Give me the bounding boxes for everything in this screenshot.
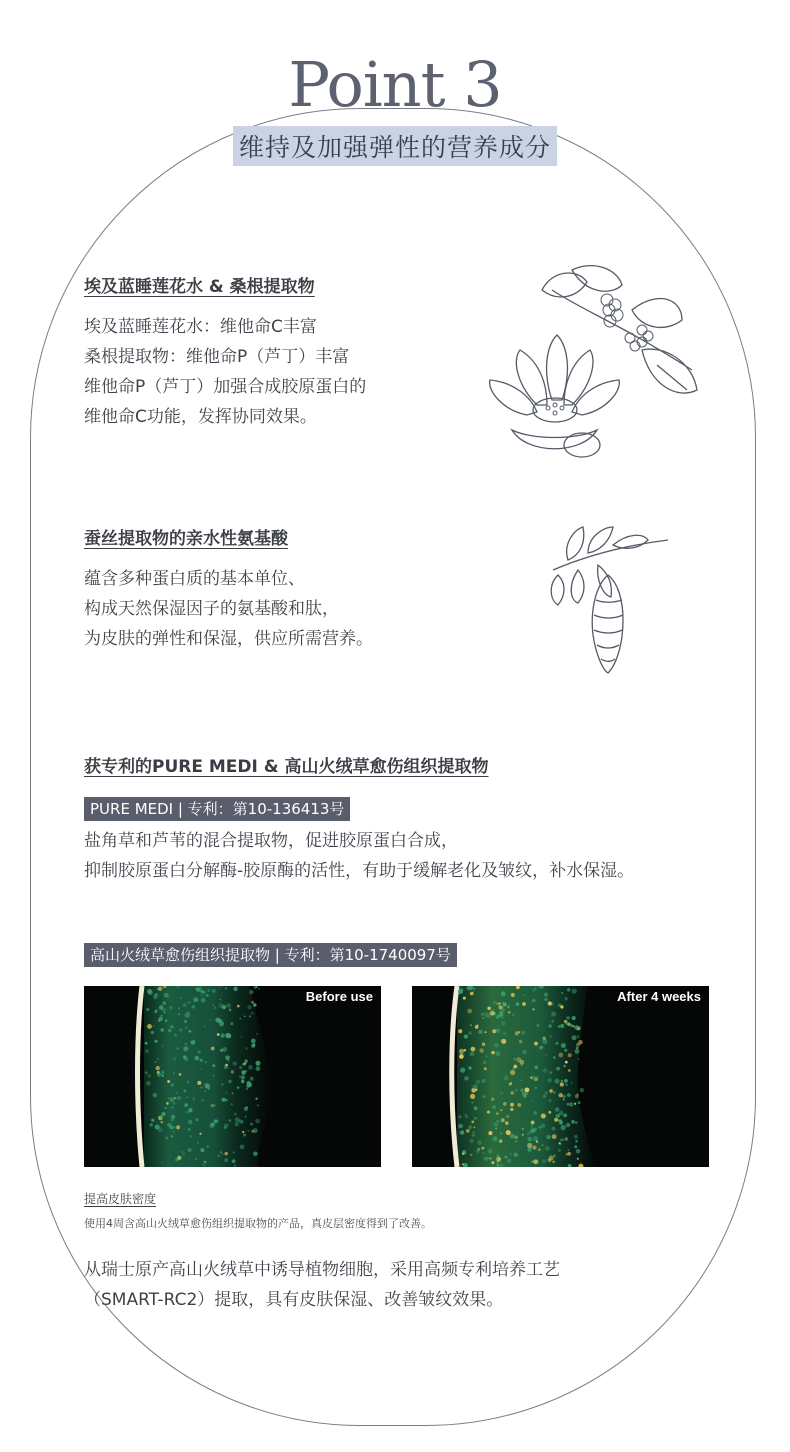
body-line: 埃及蓝睡莲花水：维他命C丰富 (84, 317, 317, 337)
section3-body-2 (84, 1255, 560, 1315)
page-title: Point 3 (288, 48, 502, 121)
before-use-image (84, 986, 381, 1167)
body-line: 维他命P（芦丁）加强合成胶原蛋白的 (84, 377, 367, 397)
body-line: 构成天然保湿因子的氨基酸和肽， (84, 599, 339, 619)
caption-text: 使用4周含高山火绒草愈伤组织提取物的产品，真皮层密度得到了改善。 (84, 1217, 432, 1230)
section1-heading: 埃及蓝睡莲花水 & 桑根提取物 (84, 277, 315, 297)
body-line: 抑制胶原蛋白分解酶-胶原酶的活性，有助于缓解老化及皱纹，补水保湿。 (84, 861, 635, 881)
caption-title: 提高皮肤密度 (84, 1192, 157, 1206)
page-subtitle: 维持及加强弹性的营养成分 (233, 126, 557, 166)
body-line: 桑根提取物：维他命P（芦丁）丰富 (84, 347, 350, 367)
body-line: 盐角草和芦苇的混合提取物，促进胶原蛋白合成， (84, 831, 458, 851)
body-line: 从瑞士原产高山火绒草中诱导植物细胞，采用高频专利培养工艺 (84, 1260, 560, 1280)
section3-heading: 获专利的PURE MEDI & 高山火绒草愈伤组织提取物 (84, 757, 489, 777)
section1-body (84, 312, 366, 432)
section2-body (84, 564, 373, 654)
after-label: After 4 weeks (617, 989, 701, 1004)
after-4-weeks-image (412, 986, 709, 1167)
body-line: （SMART-RC2）提取，具有皮肤保湿、改善皱纹效果。 (84, 1290, 504, 1310)
lotus-and-mulberry-icon (482, 250, 717, 465)
section2-heading: 蚕丝提取物的亲水性氨基酸 (84, 529, 288, 549)
silkworm-cocoon-icon (548, 515, 673, 675)
patent-tag-edelweiss: 高山火绒草愈伤组织提取物 | 专利：第10-1740097号 (84, 943, 457, 967)
patent-tag-pure-medi: PURE MEDI | 专利：第10-136413号 (84, 797, 350, 821)
body-line: 维他命C功能，发挥协同效果。 (84, 407, 317, 427)
before-label: Before use (305, 989, 373, 1004)
body-line: 蕴含多种蛋白质的基本单位、 (84, 569, 305, 589)
body-line: 为皮肤的弹性和保湿，供应所需营养。 (84, 629, 373, 649)
section3-body-1 (84, 826, 634, 886)
